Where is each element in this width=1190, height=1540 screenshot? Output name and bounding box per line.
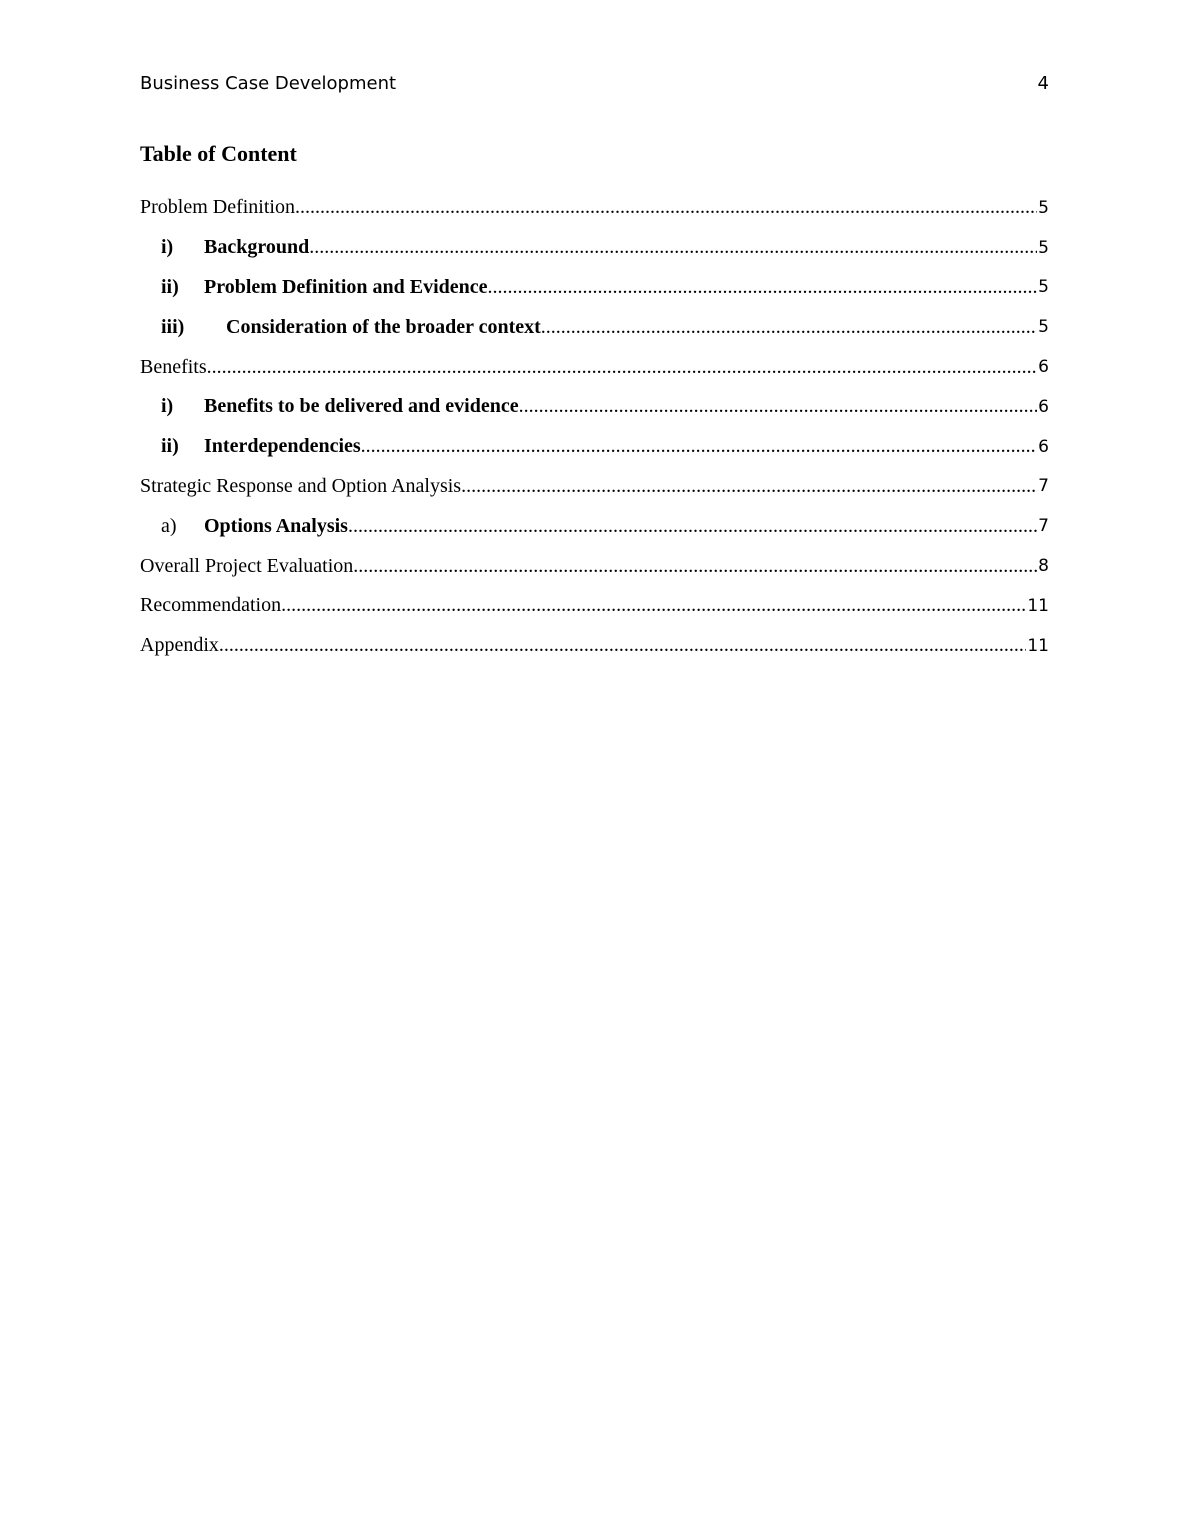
dot-leader — [488, 276, 1038, 299]
dot-leader — [219, 634, 1026, 657]
toc-entry-label: Consideration of the broader context — [226, 315, 541, 338]
toc-heading: Table of Content — [140, 141, 297, 166]
dot-leader — [309, 236, 1037, 259]
toc-entry-marker: a) — [161, 514, 177, 537]
toc-entry-marker: iii) — [161, 315, 185, 338]
toc-entry-label: Benefits — [140, 355, 207, 378]
toc-entry-appendix[interactable] — [140, 626, 1049, 666]
toc-entry-page: 7 — [1038, 476, 1049, 497]
toc-entry-page: 6 — [1038, 357, 1049, 378]
toc-entry-strategic-response[interactable] — [140, 467, 1049, 507]
dot-leader — [461, 475, 1037, 498]
document-title: Business Case Development — [140, 73, 397, 94]
running-header — [140, 72, 1049, 96]
dot-leader — [353, 555, 1037, 578]
toc-entry-marker: ii) — [161, 275, 179, 298]
toc-entry-marker: i) — [161, 395, 174, 418]
toc-entry-page: 5 — [1038, 317, 1049, 338]
toc-entry-label: Background — [204, 236, 310, 259]
toc-entry-broader-context[interactable] — [140, 307, 1049, 347]
dot-leader — [281, 594, 1026, 617]
toc-entry-marker: ii) — [161, 435, 179, 458]
toc-entry-recommendation[interactable] — [140, 586, 1049, 626]
toc-entry-page: 5 — [1038, 197, 1049, 218]
dot-leader — [541, 316, 1037, 339]
toc-entry-page: 6 — [1038, 396, 1049, 417]
toc-entry-page: 11 — [1027, 635, 1049, 656]
dot-leader — [295, 196, 1037, 219]
toc-entry-label: Interdependencies — [204, 435, 361, 458]
toc-entry-benefits[interactable] — [140, 347, 1049, 387]
toc-entry-page: 5 — [1038, 277, 1049, 298]
toc-entry-label: Benefits to be delivered and evidence — [204, 395, 519, 418]
toc-entry-options-analysis[interactable] — [140, 506, 1049, 546]
toc-entry-label: Problem Definition and Evidence — [204, 275, 488, 298]
dot-leader — [361, 435, 1038, 458]
dot-leader — [207, 356, 1038, 379]
page-number: 4 — [1037, 73, 1049, 94]
toc-entry-benefits-delivered[interactable] — [140, 387, 1049, 427]
toc-entry-label: Problem Definition — [140, 196, 295, 219]
table-of-contents — [140, 188, 1049, 666]
toc-entry-marker: i) — [161, 236, 174, 259]
toc-entry-page: 5 — [1038, 237, 1049, 258]
toc-entry-problem-definition[interactable] — [140, 188, 1049, 228]
toc-entry-interdependencies[interactable] — [140, 427, 1049, 467]
toc-entry-label: Overall Project Evaluation — [140, 554, 354, 577]
toc-entry-problem-definition-and-evidence[interactable] — [140, 268, 1049, 308]
toc-entry-page: 8 — [1038, 556, 1049, 577]
toc-entry-label: Appendix — [140, 634, 219, 657]
toc-entry-overall-project-evaluation[interactable] — [140, 546, 1049, 586]
toc-entry-label: Recommendation — [140, 594, 282, 617]
toc-entry-page: 11 — [1027, 595, 1049, 616]
dot-leader — [519, 395, 1038, 418]
toc-entry-background[interactable] — [140, 228, 1049, 268]
dot-leader — [348, 515, 1037, 538]
toc-entry-label: Options Analysis — [204, 514, 348, 537]
toc-entry-page: 6 — [1038, 436, 1049, 457]
toc-entry-label: Strategic Response and Option Analysis — [140, 474, 462, 497]
toc-entry-page: 7 — [1038, 516, 1049, 537]
